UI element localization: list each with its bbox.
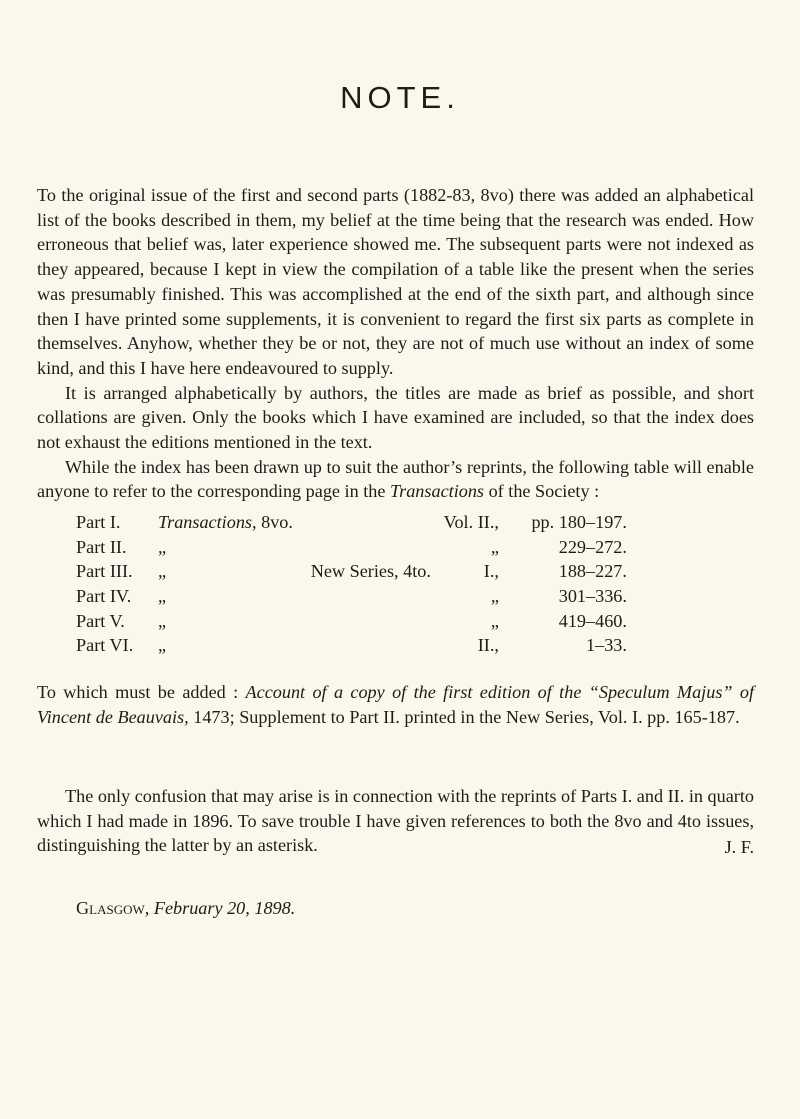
part-cell: Part I.	[76, 511, 121, 532]
part-cell: Part VI.	[76, 635, 134, 656]
transactions-label: Transactions	[158, 511, 252, 532]
part-cell: Part II.	[76, 536, 127, 557]
table-row	[76, 633, 627, 658]
place-date	[76, 898, 295, 919]
addendum-rest: 1473; Supplement to Part II. printed in the New Series, Vol. I. pp. 165-187.	[193, 706, 740, 727]
pages-cell: 419–460.	[558, 610, 627, 631]
pages-cell: 229–272.	[558, 536, 627, 557]
series-cell	[293, 535, 437, 560]
place: Glasgow,	[76, 898, 150, 918]
date: February 20, 1898.	[153, 898, 296, 918]
paragraph-3-end: of the Society :	[488, 481, 600, 502]
table-row	[76, 510, 627, 535]
addendum-title: Account of a copy of the first edition of the	[245, 682, 582, 702]
addendum-paragraph	[37, 680, 754, 729]
volume-cell: „	[490, 610, 499, 631]
transactions-italic: Transactions	[390, 481, 485, 502]
addendum-lead: To which must be added :	[37, 682, 239, 702]
pages-cell: 188–227.	[558, 561, 627, 582]
series-cell	[293, 510, 437, 535]
part-cell: Part III.	[76, 561, 133, 582]
series-cell: New Series, 4to.	[310, 561, 431, 582]
addendum-author: Vincent de Beauvais,	[37, 706, 189, 727]
volume-cell: II.,	[477, 635, 499, 656]
transactions-cell	[158, 510, 293, 535]
series-cell	[293, 584, 437, 609]
paragraph-3	[37, 455, 754, 504]
volume-cell: I.,	[483, 561, 499, 582]
pages-cell: 1–33.	[586, 635, 627, 656]
series-cell	[293, 609, 437, 634]
part-cell: Part IV.	[76, 585, 132, 606]
closing-paragraph: The only confusion that may arise is in connection with the reprints of Parts I. and II. in quarto which I had made in 1896. To save trouble I have given references to both the 8vo and 4to issues, distinguishing the latter by an asterisk.	[37, 786, 754, 856]
page-title: NOTE.	[340, 80, 460, 115]
intro-text	[37, 183, 754, 504]
series-cell	[293, 633, 437, 658]
transactions-cell: „	[158, 561, 167, 582]
pages-cell: pp. 180–197.	[531, 511, 627, 532]
table-row	[76, 559, 627, 584]
transactions-cell: „	[158, 610, 167, 631]
parts-table	[76, 510, 627, 658]
addendum-of: of	[739, 682, 755, 702]
paragraph-1: To the original issue of the first and second parts (1882-83, 8vo) there was added an alphabetical list of the books described in them, my belief at the time being that the research was ended. How erroneous that belief was, later experience showed me. The subsequent parts were not indexed as they appeared, because I kept in view the compilation of a table like the present when the series was presumably finished. This was accomplished at the end of the sixth part, and although since then I have printed some supplements, it is convenient to regard the first six parts as complete in themselves. Anyhow, whether they be or not, they are not of much use without an index of some kind, and this I have here endeavoured to supply.	[37, 185, 754, 378]
addendum-text	[37, 680, 754, 729]
pages-cell: 301–336.	[558, 585, 627, 606]
addendum-quoted-title: “Speculum Majus”	[588, 682, 733, 702]
paragraph-3-start: While the index has been drawn up to suit the author’s reprints, the following table will enable anyone to refer to the corresponding page in the	[37, 456, 754, 502]
table-row	[76, 609, 627, 634]
transactions-cell: „	[158, 536, 167, 557]
transactions-cell: „	[158, 635, 167, 656]
paragraph-2: It is arranged alphabetically by authors, the titles are made as brief as possible, and short collations are given. Only the books which I have examined are included, so that the index does not exhaust the editions mentioned in the text.	[37, 382, 754, 453]
format-label: , 8vo.	[252, 511, 293, 532]
transactions-cell: „	[158, 585, 167, 606]
volume-cell: Vol. II.,	[443, 511, 499, 532]
table-row	[76, 535, 627, 560]
volume-cell: „	[490, 585, 499, 606]
table-row	[76, 584, 627, 609]
signature: J. F.	[724, 837, 754, 857]
volume-cell: „	[490, 536, 499, 557]
part-cell: Part V.	[76, 610, 125, 631]
